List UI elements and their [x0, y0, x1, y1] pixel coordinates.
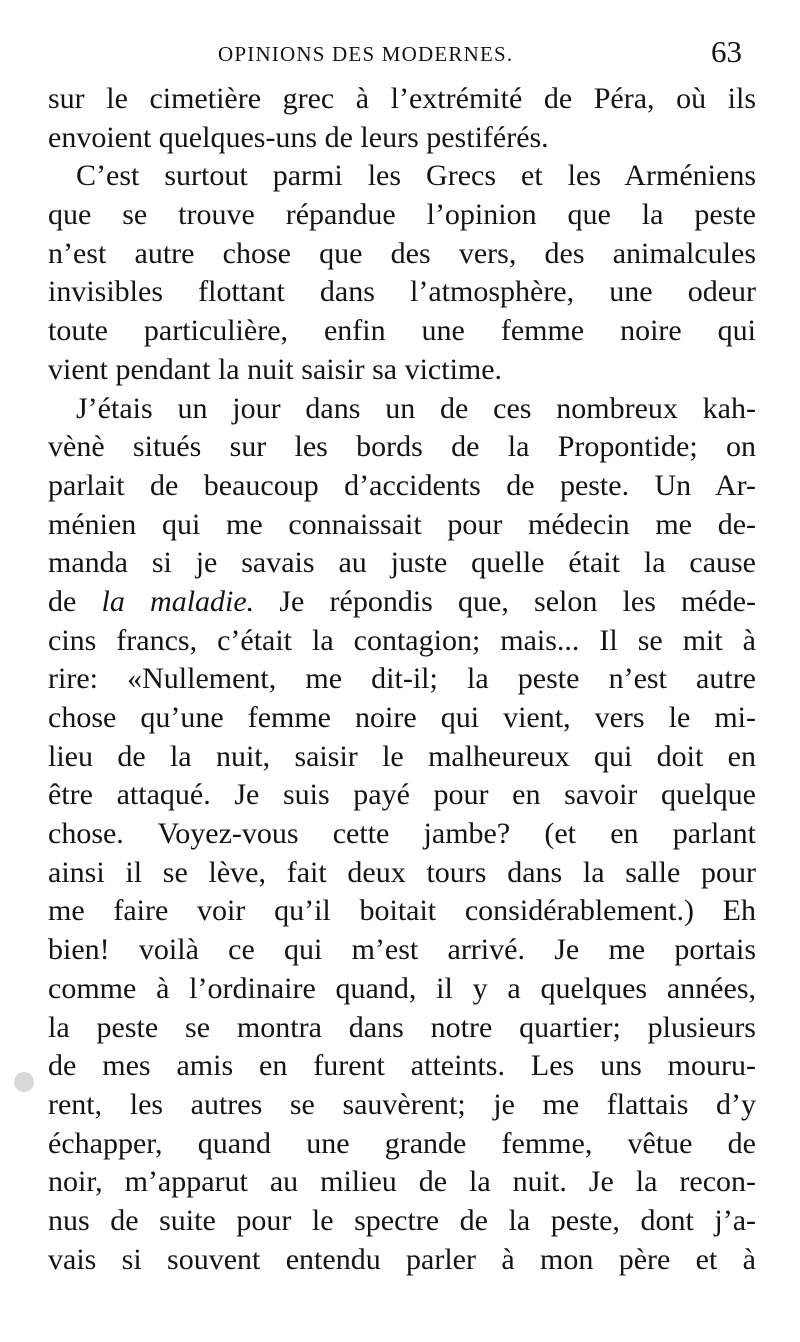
paper-spot-mark	[14, 1072, 34, 1092]
text-line: que se trouve répandue l’opinion que la peste	[48, 198, 756, 232]
running-head: OPINIONS DES MODERNES.	[218, 42, 514, 66]
text-line: parlait de beaucoup d’accidents de peste. Un Ar-	[48, 468, 756, 502]
text-line: envoient quelques-uns de leurs pestiférés.	[48, 120, 549, 154]
text-line: noir, m’apparut au milieu de la nuit. Je la recon-	[48, 1165, 756, 1199]
text-line: toute particulière, enfin une femme noire qui	[48, 314, 756, 348]
text-line: me faire voir qu’il boitait considérablement.) Eh	[48, 894, 756, 928]
paragraph-start-line: C’est surtout parmi les Grecs et les Arméniens	[76, 159, 756, 193]
text-line-with-italic	[48, 583, 756, 622]
page-header	[0, 32, 800, 76]
text-line: nus de suite pour le spectre de la peste, dont j’a-	[48, 1203, 756, 1237]
text-fragment: Je répondis que, selon les méde-	[279, 584, 757, 618]
text-line: la peste se montra dans notre quartier; plusieurs	[48, 1010, 756, 1044]
text-line: lieu de la nuit, saisir le malheureux qui doit en	[48, 739, 756, 773]
text-line: vais si souvent entendu parler à mon père et à	[48, 1242, 756, 1276]
paragraph-start-line: J’étais un jour dans un de ces nombreux kah-	[76, 391, 756, 425]
text-line: n’est autre chose que des vers, des animalcules	[48, 236, 756, 270]
text-line: ainsi il se lève, fait deux tours dans la salle pour	[48, 855, 756, 889]
text-line: cins francs, c’était la contagion; mais... Il se mit à	[48, 623, 756, 657]
text-line: comme à l’ordinaire quand, il y a quelques années,	[48, 971, 756, 1005]
page-number: 63	[711, 34, 742, 69]
text-line: chose qu’une femme noire qui vient, vers le mi-	[48, 701, 756, 734]
text-line: chose. Voyez-vous cette jambe? (et en parlant	[48, 817, 756, 851]
text-line: rire: «Nullement, me dit-il; la peste n’est autre	[48, 662, 756, 696]
text-line: échapper, quand une grande femme, vêtue de	[48, 1126, 756, 1160]
text-line: être attaqué. Je suis payé pour en savoir quelque	[48, 778, 756, 812]
text-line: rent, les autres se sauvèrent; je me flattais d’y	[48, 1087, 756, 1121]
text-line: manda si je savais au juste quelle était la cause	[48, 546, 756, 580]
text-line: invisibles flottant dans l’atmosphère, une odeur	[48, 275, 756, 309]
text-line: vient pendant la nuit saisir sa victime.	[48, 352, 503, 386]
text-line: sur le cimetière grec à l’extrémité de Péra, où ils	[48, 82, 756, 115]
text-line: bien! voilà ce qui m’est arrivé. Je me portais	[48, 933, 756, 967]
text-line: vènè situés sur les bords de la Propontide; on	[48, 430, 756, 464]
body-text	[48, 80, 756, 1279]
text-fragment: de	[48, 584, 77, 618]
italic-term: la maladie.	[101, 584, 255, 618]
text-line: de mes amis en furent atteints. Les uns mouru-	[48, 1049, 756, 1083]
text-line: ménien qui me connaissait pour médecin me de-	[48, 507, 756, 541]
